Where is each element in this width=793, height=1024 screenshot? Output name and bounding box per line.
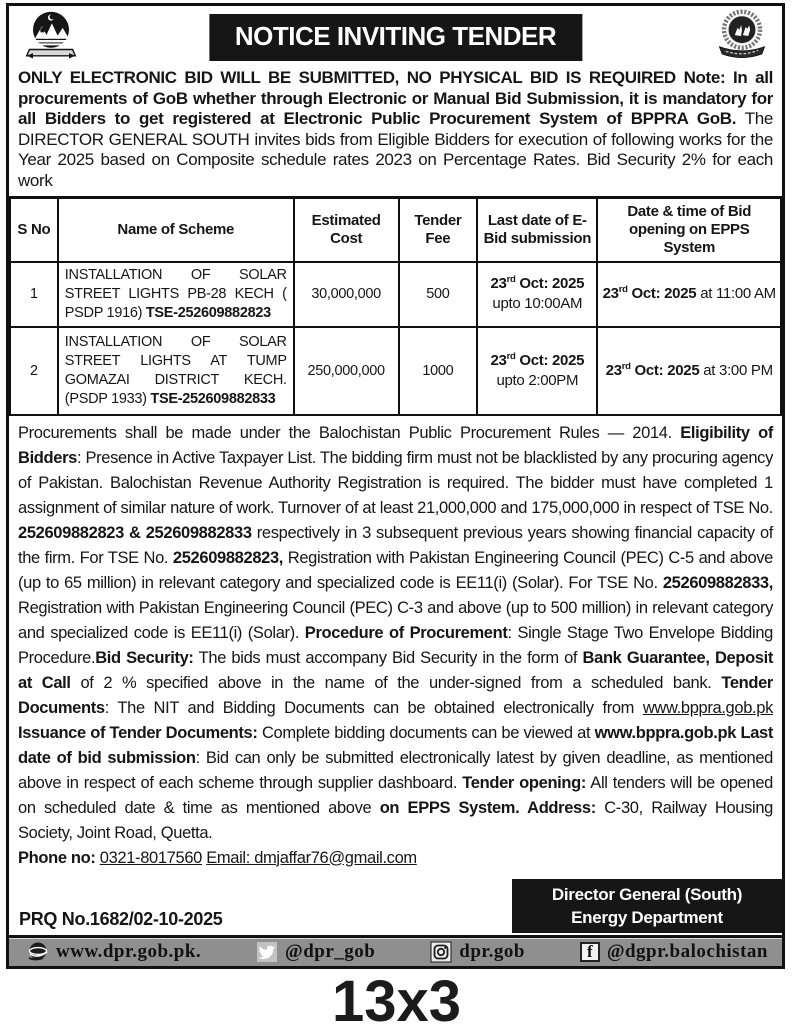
cell-opening-date: 23rd Oct: 2025 at 11:00 AM (597, 262, 781, 327)
twitter-icon (256, 941, 278, 963)
cell-ebid-date: 23rd Oct: 2025 upto 2:00PM (477, 327, 597, 415)
signatory-department: Energy Department (571, 907, 723, 927)
col-header-opening: Date & time of Bid opening on EPPS System (597, 198, 781, 262)
cell-tender-fee: 500 (399, 262, 478, 327)
cell-tender-fee: 1000 (399, 327, 478, 415)
contact-line[interactable]: Phone no: 0321-8017560 Email: dmjaffar76@gmail.com (18, 848, 417, 867)
website-label: www.dpr.gob.pk. (56, 940, 202, 962)
instagram-icon (430, 941, 452, 963)
notice-border-box (6, 3, 785, 969)
globe-icon (27, 941, 49, 963)
col-header-fee: Tender Fee (399, 198, 478, 262)
cell-sno: 2 (10, 327, 58, 415)
page-title: NOTICE INVITING TENDER (234, 21, 557, 51)
cell-estimated-cost: 250,000,000 (294, 327, 399, 415)
table-header-row (10, 198, 781, 262)
facebook-handle[interactable] (580, 941, 768, 963)
department-crest-logo (714, 9, 770, 63)
bottom-strip (9, 879, 782, 935)
signatory-title: Director General (South) (551, 884, 743, 904)
col-header-scheme: Name of Scheme (58, 198, 294, 262)
col-header-ebid: Last date of E-Bid submission (477, 198, 597, 262)
social-footer-bar (9, 935, 782, 966)
prq-number: PRQ No.1682/02-10-2025 (19, 908, 223, 929)
intro-paragraph: ONLY ELECTRONIC BID WILL BE SUBMITTED, NO PHYSICAL BID IS REQUIRED Note: In all procurements of GoB whether through Electronic or Manual Bid Submission, it is mandatory for all Bidders to get registered at Electronic Public Procurement System of BPPRA GoB. The DIRECTOR GENERAL SOUTH invites bids from Eligible Bidders for execution of following works for the Year 2025 based on Composite schedule rates 2023 on Percentage Rates. Bid Security 2% for each work (18, 68, 773, 190)
facebook-label: @dgpr.balochistan (606, 940, 768, 962)
table-row (10, 327, 781, 415)
cell-scheme-name: INSTALLATION OF SOLAR STREET LIGHTS PB-28 KECH ( PSDP 1916) TSE-252609882823 (58, 262, 294, 327)
cell-opening-date: 23rd Oct: 2025 at 3:00 PM (597, 327, 781, 415)
twitter-handle[interactable] (256, 941, 375, 963)
signatory-box (512, 879, 782, 933)
website-link[interactable] (27, 941, 201, 963)
cell-scheme-name: INSTALLATION OF SOLAR STREET LIGHTS AT TUMP GOMAZAI DISTRICT KECH. (PSDP 1933) TSE-252609882833 (58, 327, 294, 415)
ad-size-annotation: 13x3 (331, 969, 462, 1024)
schemes-table (9, 196, 782, 416)
notice-header (9, 6, 782, 64)
balochistan-emblem-logo (23, 9, 79, 63)
cell-sno: 1 (10, 262, 58, 327)
cell-estimated-cost: 30,000,000 (294, 262, 399, 327)
col-header-cost: Estimated Cost (294, 198, 399, 262)
table-row (10, 262, 781, 327)
terms-paragraph: Procurements shall be made under the Balochistan Public Procurement Rules — 2014. Eligibility of Bidders: Presence in Active Taxpayer List. The bidding firm must not be blacklisted by any procuring agency of Pakistan. Balochistan Revenue Authority Registration is required. The bidder must have completed 1 assignment of similar nature of work. Turnover of at least 21,000,000 and 175,000,000 in respect of TSE No. 252609882823 & 252609882833 respectively in 3 subsequent previous years showing financial capacity of the firm. For TSE No. 252609882823, Registration with Pakistan Engineering Council (PEC) C-5 and above (up to 65 million) in relevant category and specialized code is EE11(i) (Solar). For TSE No. 252609882833, Registration with Pakistan Engineering Council (PEC) C-3 and above (up to 500 million) in relevant category and specialized code is EE11(i) (Solar). Procedure of Procurement: Single Stage Two Envelope Bidding Procedure.Bid Security: The bids must accompany Bid Security in the form of Bank Guarantee, Deposit at Call of 2 % specified above in the name of the under-signed from a scheduled bank. Tender Documents: The NIT and Bidding Documents can be obtained electronically from www.bppra.gob.pk Issuance of Tender Documents: Complete bidding documents can be viewed at www.bppra.gob.pk Last date of bid submission: Bid can only be submitted electronically latest by given deadline, as mentioned above in respect of each scheme through supplier dashboard. Tender opening: All tenders will be opened on scheduled date & time as mentioned above on EPPS System. Address: C-30, Railway Housing Society, Joint Road, Quetta. (18, 423, 774, 842)
col-header-sno: S No (10, 198, 58, 262)
facebook-icon: f (580, 942, 600, 962)
cell-ebid-date: 23rd Oct: 2025 upto 10:00AM (477, 262, 597, 327)
instagram-label: dpr.gob (459, 940, 525, 962)
twitter-label: @dpr_gob (285, 940, 376, 962)
instagram-handle[interactable] (430, 941, 525, 963)
title-banner (209, 14, 582, 61)
